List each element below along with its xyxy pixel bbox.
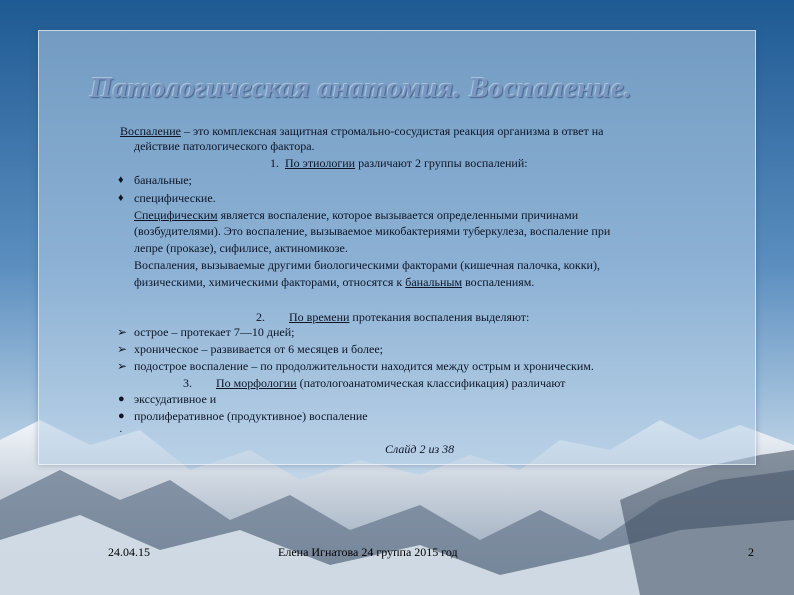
list-item: экссудативное и [134,392,217,406]
slide-title: Патологическая анатомия. Воспаление. [90,72,633,104]
diamond-bullet-icon: ♦ [118,192,124,204]
section-1-heading: 1. По этиологии различают 2 группы воспалений: [270,156,528,170]
footer-author: Елена Игнатова 24 группа 2015 год [278,545,458,559]
time-link: По времени [289,310,350,324]
specific-line-1: Специфическим является воспаление, которое вызывается определенными причинами [134,208,579,222]
dot-bullet-icon: ● [118,410,125,422]
list-item: хроническое – развивается от 6 месяцев и более; [134,342,383,356]
specific-line-4: Воспаления, вызываемые другими биологическими факторами (кишечная палочка, кокки), [134,258,600,272]
list-item: банальные; [134,173,192,187]
intro-line-2: действие патологического фактора. [134,139,315,153]
morphology-link: По морфологии [216,376,297,390]
specific-line-3: лепре (проказе), сифилисе, актиномикозе. [134,241,348,255]
term-inflammation: Воспаление [120,124,181,138]
small-dot-icon: · [119,426,123,438]
footer-page-number: 2 [748,545,754,559]
intro-line-1: Воспаление – это комплексная защитная стромально-сосудистая реакция организма в ответ на [120,124,604,138]
list-item: острое – протекает 7—10 дней; [134,325,295,339]
list-item: специфические. [134,191,216,205]
footer-date: 24.04.15 [108,545,150,559]
diamond-bullet-icon: ♦ [118,174,124,186]
slide-counter: Слайд 2 из 38 [385,442,455,456]
term-specific: Специфическим [134,208,218,222]
etiology-link: По этиологии [285,156,356,170]
list-item: подострое воспаление – по продолжительности находится между острым и хроническим. [134,359,594,373]
term-banal: банальным [405,275,463,289]
section-3-heading: 3. По морфологии (патологоанатомическая классификация) различают [183,376,566,390]
dot-bullet-icon: ● [118,393,125,405]
arrow-bullet-icon: ➢ [117,325,128,339]
specific-line-2: (возбудителями). Это воспаление, вызываемое микобактериями туберкулеза, воспаление при [134,224,611,238]
list-item: пролиферативное (продуктивное) воспаление [134,409,368,423]
specific-line-5: физическими, химическими факторами, относятся к банальным воспалениям. [134,275,535,289]
arrow-bullet-icon: ➢ [117,359,128,373]
section-2-heading: 2. По времени протекания воспаления выделяют: [256,310,530,324]
arrow-bullet-icon: ➢ [117,342,128,356]
